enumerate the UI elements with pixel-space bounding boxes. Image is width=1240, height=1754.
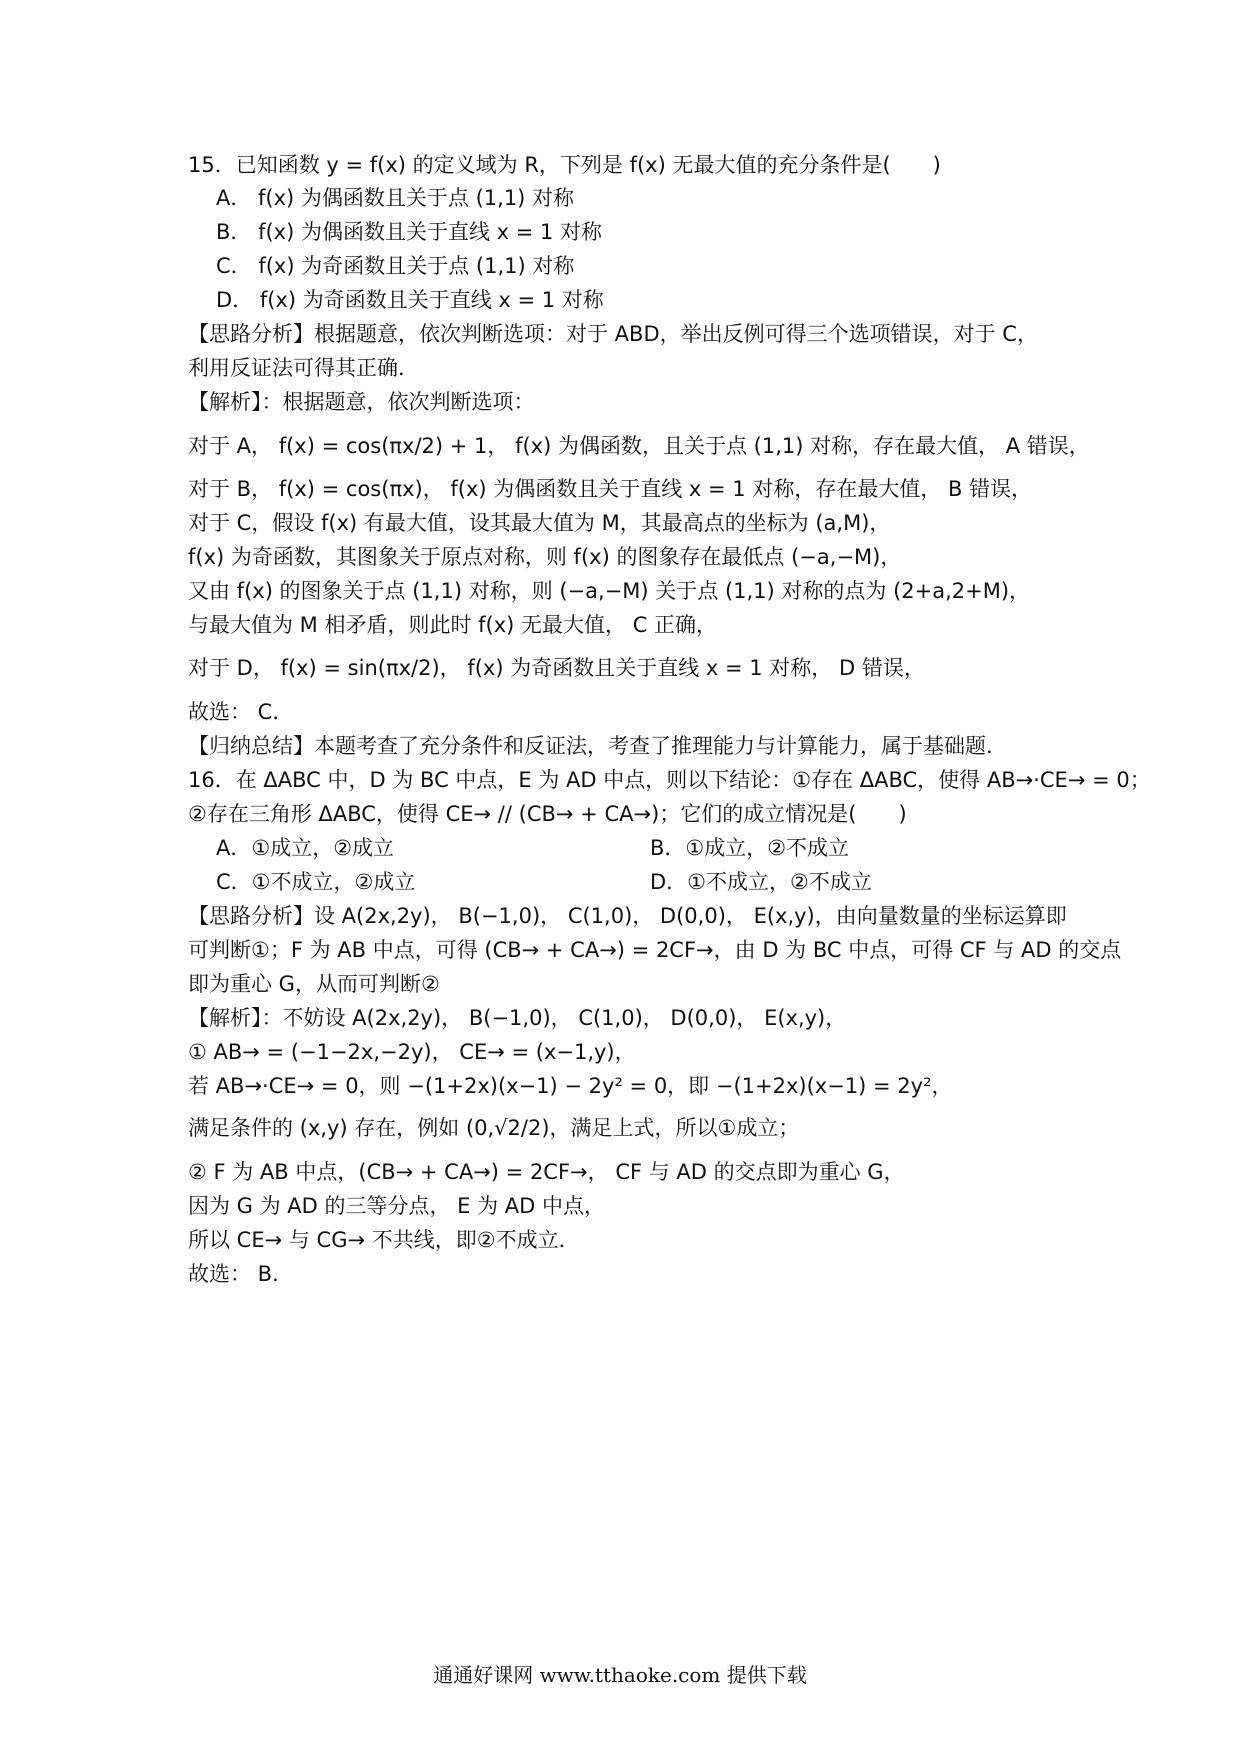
q15-stem: 15．已知函数 y = f(x) 的定义域为 R，下列是 f(x) 无最大值的充分条件是( ) — [188, 153, 941, 177]
q16-answer: 故选： B． — [188, 1262, 294, 1286]
q16-solution-line-3: 若 AB→·CE→ = 0，则 −(1+2x)(x−1) − 2y² = 0，即 −(1+2x)(x−1) = 2y²， — [188, 1074, 953, 1098]
q16-solution-line-2: ① AB→ = (−1−2x,−2y)， CE→ = (x−1,y)， — [188, 1040, 636, 1064]
q15-option-a: A． f(x) 为偶函数且关于点 (1,1) 对称 — [216, 186, 575, 210]
q16-solution-line-4: 满足条件的 (x,y) 存在，例如 (0,√2/2)，满足上式，所以①成立； — [188, 1116, 800, 1140]
q15-summary: 【归纳总结】本题考查了充分条件和反证法，考查了推理能力与计算能力，属于基础题． — [188, 734, 1007, 758]
q15-solution-line-a: 对于 A， f(x) = cos(πx/2) + 1， f(x) 为偶函数，且关于点 (1,1) 对称，存在最大值， A 错误， — [188, 434, 1090, 458]
footer-download-note: 提供下载 — [726, 1663, 807, 1687]
q16-solution-line-7: 所以 CE→ 与 CG→ 不共线，即②不成立． — [188, 1228, 580, 1252]
q15-analysis-line-1: 【思路分析】根据题意，依次判断选项：对于 ABD，举出反例可得三个选项错误，对于 C， — [188, 322, 1038, 346]
q15-analysis-line-2: 利用反证法可得其正确． — [188, 356, 419, 380]
q15-solution-line-d: 对于 D， f(x) = sin(πx/2)， f(x) 为奇函数且关于直线 x = 1 对称， D 错误， — [188, 656, 925, 680]
q15-option-c: C． f(x) 为奇函数且关于点 (1,1) 对称 — [216, 254, 575, 278]
q16-solution-line-1: 【解析】：不妨设 A(2x,2y)， B(−1,0)， C(1,0)， D(0,0)， E(x,y)， — [188, 1006, 847, 1030]
q16-solution-line-6: 因为 G 为 AD 的三等分点， E 为 AD 中点， — [188, 1194, 606, 1218]
page-footer — [0, 1662, 1240, 1688]
q15-option-d: D． f(x) 为奇函数且关于直线 x = 1 对称 — [216, 288, 604, 312]
q16-option-d: D．①不成立，②不成立 — [650, 870, 872, 894]
q16-stem-line-2: ②存在三角形 ΔABC，使得 CE→ // (CB→ + CA→)；它们的成立情况是( ) — [188, 802, 907, 826]
q16-option-c: C．①不成立，②成立 — [216, 870, 416, 894]
footer-url: www.tthaoke.com — [539, 1663, 721, 1687]
q15-solution-line-c2: f(x) 为奇函数，其图象关于原点对称，则 f(x) 的图象存在最低点 (−a,−M)， — [188, 545, 902, 569]
q16-solution-line-5: ② F 为 AB 中点，(CB→ + CA→) = 2CF→， CF 与 AD 的交点即为重心 G， — [188, 1160, 905, 1184]
q15-solution-heading: 【解析】：根据题意，依次判断选项： — [188, 390, 535, 414]
q16-option-b: B．①成立，②不成立 — [650, 836, 850, 860]
q15-solution-line-c4: 与最大值为 M 相矛盾，则此时 f(x) 无最大值， C 正确， — [188, 613, 718, 637]
q15-solution-line-c1: 对于 C，假设 f(x) 有最大值，设其最大值为 M，其最高点的坐标为 (a,M)， — [188, 511, 891, 535]
q15-answer: 故选： C． — [188, 700, 294, 724]
q16-analysis-line-1: 【思路分析】设 A(2x,2y)， B(−1,0)， C(1,0)， D(0,0)， E(x,y)，由向量数量的坐标运算即 — [188, 904, 1067, 928]
q16-option-a: A．①成立，②成立 — [216, 836, 395, 860]
q16-stem-line-1: 16．在 ΔABC 中，D 为 BC 中点，E 为 AD 中点，则以下结论：①存在 ΔABC，使得 AB→·CE→ = 0； — [188, 768, 1151, 792]
q15-solution-line-b: 对于 B， f(x) = cos(πx)， f(x) 为偶函数且关于直线 x = 1 对称，存在最大值， B 错误， — [188, 477, 1033, 501]
q15-solution-line-c3: 又由 f(x) 的图象关于点 (1,1) 对称，则 (−a,−M) 关于点 (1,1) 对称的点为 (2+a,2+M)， — [188, 579, 1031, 603]
footer-site-name: 通通好课网 — [433, 1663, 534, 1687]
q16-analysis-line-3: 即为重心 G，从而可判断② — [188, 972, 440, 996]
q16-analysis-line-2: 可判断①；F 为 AB 中点，可得 (CB→ + CA→) = 2CF→，由 D 为 BC 中点，可得 CF 与 AD 的交点 — [188, 938, 1122, 962]
q15-option-b: B． f(x) 为偶函数且关于直线 x = 1 对称 — [216, 220, 603, 244]
